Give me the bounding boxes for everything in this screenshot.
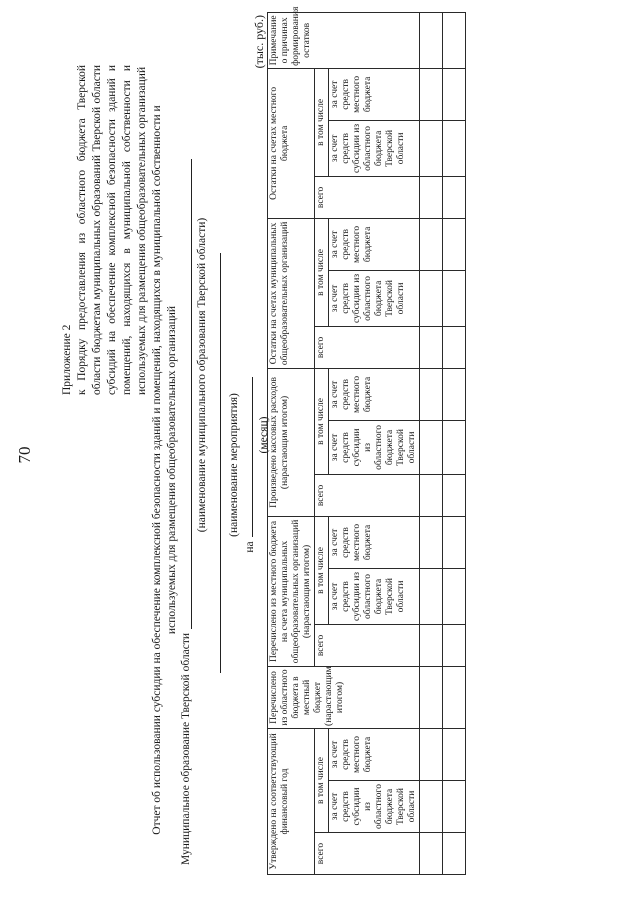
header-local-funds: за счет средств местного бюджета bbox=[329, 368, 420, 420]
event-fill-line bbox=[220, 253, 221, 673]
header-including: в том числе bbox=[315, 218, 329, 326]
table-header-row-3 bbox=[329, 12, 420, 874]
header-including: в том числе bbox=[315, 728, 329, 832]
report-title: Отчет об использовании субсидии на обеспечение комплексной безопасности зданий и помещений, находящихся в муниципальной собственности и используемых для размещения общеобразовательных организаций bbox=[151, 105, 178, 835]
table-cell bbox=[443, 68, 466, 120]
table-cell bbox=[420, 120, 443, 176]
table-cell bbox=[443, 666, 466, 728]
header-total: всего bbox=[315, 326, 420, 368]
header-subsidy-region: за счет средств субсидии из областного бюджета Тверской области bbox=[329, 568, 420, 624]
header-subsidy-region: за счет средств субсидии из областного бюджета Тверской области bbox=[329, 270, 420, 326]
table-cell bbox=[420, 516, 443, 568]
table-cell bbox=[420, 368, 443, 420]
header-expenses: Произведено кассовых расходов (нарастающим итогом) bbox=[268, 368, 315, 516]
header-including: в том числе bbox=[315, 516, 329, 624]
table-cell bbox=[420, 833, 443, 875]
units-label: (тыс. руб.) bbox=[252, 15, 266, 69]
header-total: всего bbox=[315, 176, 420, 218]
table-cell bbox=[443, 474, 466, 516]
table-cell bbox=[420, 568, 443, 624]
header-approved: Утверждено на соответствующий финансовый год bbox=[268, 728, 315, 874]
municipality-line bbox=[180, 65, 192, 865]
table-cell bbox=[443, 12, 466, 68]
municipality-label: Муниципальное образование Тверской области bbox=[180, 632, 192, 865]
header-local-funds: за счет средств местного бюджета bbox=[329, 218, 420, 270]
municipality-caption: (наименование муниципального образования Тверской области) bbox=[196, 217, 208, 533]
table-cell bbox=[420, 68, 443, 120]
table-cell bbox=[443, 270, 466, 326]
table-cell bbox=[443, 516, 466, 568]
table-cell bbox=[420, 12, 443, 68]
month-line bbox=[244, 145, 256, 785]
header-total: всего bbox=[315, 833, 420, 875]
table-cell bbox=[420, 270, 443, 326]
table-cell bbox=[420, 218, 443, 270]
table-cell bbox=[420, 420, 443, 474]
page-number: 70 bbox=[15, 446, 34, 464]
municipality-fill-line bbox=[191, 159, 192, 629]
table-cell bbox=[420, 666, 443, 728]
header-including: в том числе bbox=[315, 368, 329, 474]
header-balance-local: Остатки на счетах местного бюджета bbox=[268, 68, 315, 218]
month-caption: (месяц) bbox=[258, 416, 270, 454]
on-label: на bbox=[244, 541, 256, 553]
table-cell bbox=[443, 568, 466, 624]
header-transferred-local: Перечислено из местного бюджета на счета муниципальных общеобразовательных организаций (нарастающим итогом) bbox=[268, 516, 315, 666]
table-cell bbox=[443, 833, 466, 875]
table-cell bbox=[443, 420, 466, 474]
header-subsidy-region: за счет средств субсидии из областного бюджета Тверской области bbox=[329, 420, 420, 474]
header-total: всего bbox=[315, 624, 420, 666]
table-cell bbox=[420, 781, 443, 833]
table-cell bbox=[420, 326, 443, 368]
table-cell bbox=[420, 474, 443, 516]
table-cell bbox=[443, 176, 466, 218]
table-cell bbox=[420, 624, 443, 666]
annex-body: к Порядку предоставления из областного бюджета Тверской области бюджетам муниципальных образований Тверской области субсидий на обеспечение комплексной безопасности зданий и помещений, находящихся в муниципальной собственности и используемых для размещения общеобразовательных организаций bbox=[76, 65, 148, 395]
header-transferred-region: Перечислено из областного бюджета в местный бюджет (нарастающим итогом) bbox=[268, 666, 420, 728]
table-cell bbox=[443, 218, 466, 270]
event-caption-block bbox=[228, 145, 240, 785]
table-cell bbox=[443, 624, 466, 666]
table-cell bbox=[443, 368, 466, 420]
header-local-funds: за счет средств местного бюджета bbox=[329, 516, 420, 568]
header-local-funds: за счет средств местного бюджета bbox=[329, 728, 420, 780]
table-row bbox=[443, 12, 466, 874]
header-note: Примечание о причинах формирования остатков bbox=[268, 12, 420, 68]
table-cell bbox=[443, 326, 466, 368]
table-header-row-1 bbox=[268, 12, 315, 874]
header-subsidy-region: за счет средств субсидии из областного бюджета Тверской области bbox=[329, 781, 420, 833]
report-table bbox=[267, 6, 466, 875]
table-cell bbox=[443, 728, 466, 780]
month-fill-line bbox=[252, 377, 253, 537]
table-cell bbox=[420, 176, 443, 218]
header-balance-orgs: Остатки на счетах муниципальных общеобразовательных организаций bbox=[268, 218, 315, 368]
table-row bbox=[420, 12, 443, 874]
annex-title: Приложение 2 bbox=[61, 324, 73, 395]
table-cell bbox=[420, 728, 443, 780]
header-including: в том числе bbox=[315, 68, 329, 176]
header-local-funds: за счет средств местного бюджета bbox=[329, 68, 420, 120]
event-caption: (наименование мероприятия) bbox=[228, 393, 240, 537]
header-total: всего bbox=[315, 474, 420, 516]
table-header-row-2 bbox=[315, 12, 329, 874]
table-cell bbox=[443, 781, 466, 833]
header-subsidy-region: за счет средств субсидии из областного бюджета Тверской области bbox=[329, 120, 420, 176]
annex-block bbox=[60, 65, 150, 395]
event-line bbox=[212, 145, 224, 785]
table-cell bbox=[443, 120, 466, 176]
table-body bbox=[420, 12, 466, 874]
